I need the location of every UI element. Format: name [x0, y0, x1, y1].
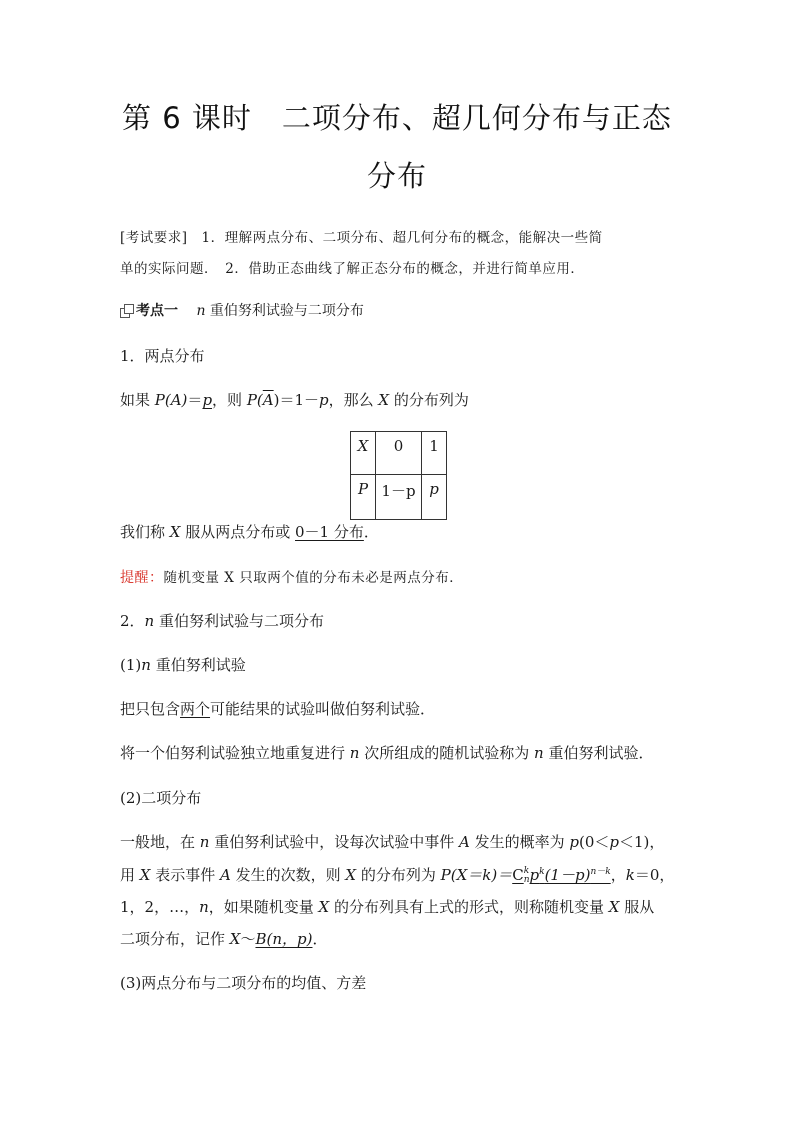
paragraph-binomial-line-3: 1，2，…，n，如果随机变量 X 的分布列具有上式的形式，则称随机变量 X 服从	[120, 898, 655, 916]
page-title: 第 6 课时 二项分布、超几何分布与正态	[122, 101, 672, 135]
subsection-two-point: 1．两点分布	[120, 347, 205, 365]
paragraph-two-point-def: 如果 P(A)＝p，则 $P(\overline{A})=1-p$，那么 X 的分布列为	[120, 391, 469, 409]
paragraph-n-bernoulli-def: 将一个伯努利试验独立地重复进行 n 次所组成的随机试验称为 n 重伯努利试验．	[120, 744, 654, 762]
table-row	[351, 475, 447, 520]
exam-requirements-label: [考试要求]	[120, 230, 188, 246]
table-cell: X	[351, 432, 376, 475]
exam-requirements-line-1: [考试要求] 1．理解两点分布、二项分布、超几何分布的概念，能解决一些简	[120, 230, 603, 246]
table-cell: 1	[422, 432, 447, 475]
tip-note: 提醒：随机变量 X 只取两个值的分布未必是两点分布．	[120, 570, 464, 586]
paragraph-binomial-line-2: 用 X 表示事件 A 发生的次数，则 X 的分布列为 P(X＝k)＝C k n $p^k(1-p)^{n-k}$，k＝0，	[120, 866, 675, 885]
paragraph-binomial-line-1: 一般地，在 n 重伯努利试验中，设每次试验中事件 A 发生的概率为 p(0＜p＜1)，	[120, 833, 665, 851]
tip-label: 提醒：	[120, 570, 164, 586]
section-icon	[120, 304, 133, 317]
subsection-bernoulli: 2．n 重伯努利试验与二项分布	[120, 612, 324, 630]
binomial-formula: P(X＝k)＝C k n $p^k(1-p)^{n-k}$	[440, 866, 611, 885]
section-heading-1: 考点一 n 重伯努利试验与二项分布	[120, 300, 364, 320]
table-cell: p	[422, 475, 447, 520]
table-cell: P	[351, 475, 376, 520]
distribution-table	[350, 431, 447, 520]
table-cell: 0	[376, 432, 422, 475]
subsection-bernoulli-trial: (1)n 重伯努利试验	[120, 656, 246, 674]
subsection-binomial: (2)二项分布	[120, 789, 202, 807]
paragraph-binomial-line-4: 二项分布，记作 X～B(n，p)．	[120, 930, 328, 948]
table-row	[351, 432, 447, 475]
exam-requirements-line-2: 单的实际问题． 2．借助正态曲线了解正态分布的概念，并进行简单应用．	[120, 261, 585, 277]
table-cell: 1－p	[376, 475, 422, 520]
page-title-continued: 分布	[366, 159, 427, 193]
paragraph-bernoulli-def: 把只包含两个可能结果的试验叫做伯努利试验．	[120, 700, 436, 718]
subsection-mean-variance: (3)两点分布与二项分布的均值、方差	[120, 974, 367, 992]
paragraph-two-point-name: 我们称 X 服从两点分布或 0－1 分布．	[120, 523, 379, 541]
